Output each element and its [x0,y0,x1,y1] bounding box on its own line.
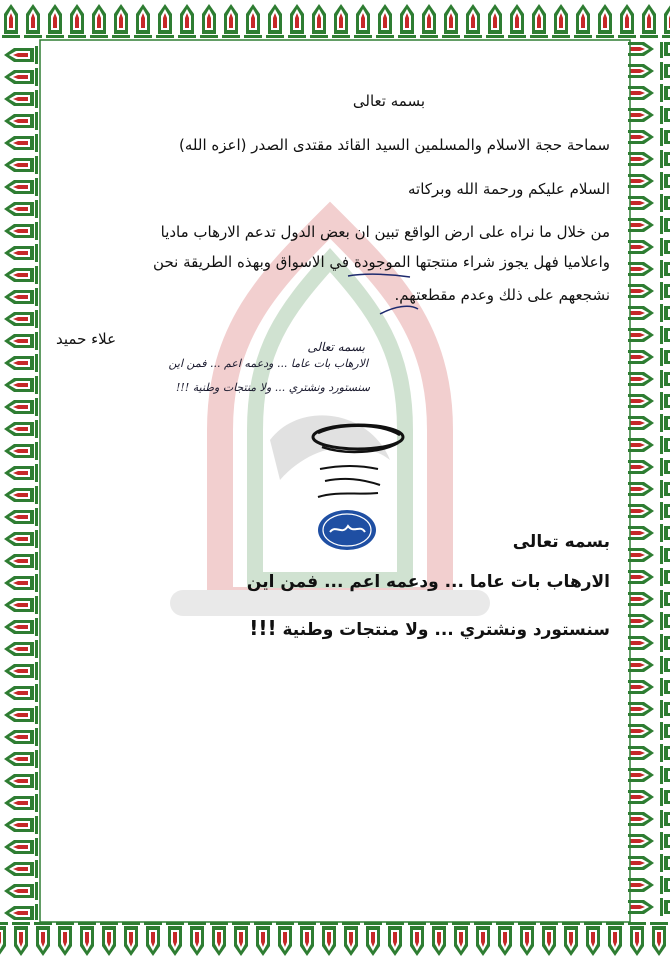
printed-reply-exclamation: !!! [249,616,277,640]
printed-reply-basmala: بسمه تعالى [512,532,610,552]
letter-body-line-2: واعلاميا فهل يجوز شراء منتجتها الموجودة في الاسواق وبهذه الطريقة نحن [153,253,610,271]
letter-greeting: السلام عليكم ورحمة الله وبركاته [408,180,610,198]
printed-reply-line-1: الارهاب بات عاما ... ودعمه اعم ... فمن اين [246,572,610,592]
handwritten-reply-line-1: الارهاب بات عاما ... ودعمه اعم ... فمن اين [168,357,368,370]
letter-address: سماحة حجة الاسلام والمسلمين السيد القائد مقتدى الصدر (اعزه الله) [179,136,610,154]
letter-body-line-3: نشجعهم على ذلك وعدم مقطعتهم. [394,286,610,304]
letter-signature: علاء حميد [56,330,117,348]
handwritten-reply-title: بسمه تعالى [307,340,365,354]
letter-basmala: بسمه تعالى [352,92,425,110]
printed-reply-line-2-text: سنستورد ونشتري ... ولا منتجات وطنية [282,620,610,640]
printed-reply-line-2 [249,616,610,640]
letter-body-line-1: من خلال ما نراه على ارض الواقع تبين ان بعض الدول تدعم الارهاب ماديا [160,223,610,241]
handwritten-reply-line-2: سنستورد ونشتري ... ولا منتجات وطنية !!! [175,381,370,394]
blue-seal [316,508,378,552]
